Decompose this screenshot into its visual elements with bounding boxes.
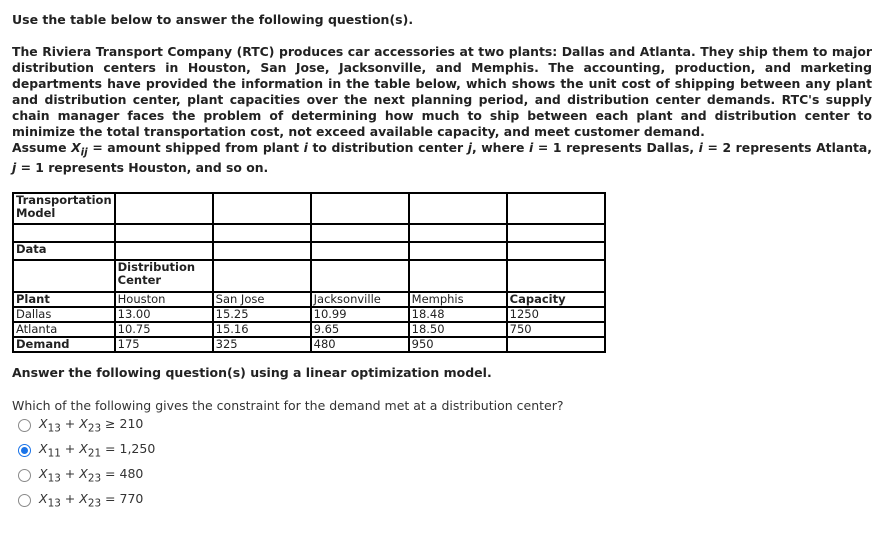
option-expression: $X_{13} + X_{23} = 770$	[39, 491, 144, 510]
column-header: Jacksonville	[311, 292, 409, 307]
answer-options	[18, 413, 155, 513]
problem-paragraph	[12, 44, 872, 140]
assume-text-2: to distribution center	[307, 140, 468, 155]
cost-cell: 10.99	[311, 307, 409, 322]
table-data-row	[13, 242, 605, 260]
assume-i-1: i	[303, 140, 308, 155]
plant-name: Dallas	[13, 307, 115, 322]
answer-option-4[interactable]	[18, 488, 155, 513]
option-expression: $X_{11} + X_{21} = 1,250$	[39, 441, 156, 460]
model-instruction: Answer the following question(s) using a linear optimization model.	[12, 365, 492, 380]
cost-cell: 15.16	[213, 322, 311, 337]
table-title: Transportation Model	[13, 193, 115, 224]
problem-text: The Riviera Transport Company (RTC) produces car accessories at two plants: Dallas and Atlanta. They ship them to major distribution centers in Houston, San Jose, Jacksonville, and Memphis. The accounting, production, and marketing departments have provided the information in the table below, which shows the unit cost of shipping between any plant and distribution center, plant capacities over the next planning period, and distribution center demands. RTC's supply chain manager faces the problem of determining how much to ship between each plant and distribution center to minimize the total transportation cost, not exceed available capacity, and meet customer demand.	[12, 44, 872, 139]
assume-text-6: = 1 represents Houston, and so on.	[16, 160, 269, 176]
table-dc-row	[13, 260, 605, 292]
radio-button-selected[interactable]	[18, 444, 31, 457]
option-expression: $X_{13} + X_{23} = 480$	[39, 466, 144, 485]
cost-cell: 18.48	[409, 307, 507, 322]
demand-cell: 325	[213, 337, 311, 352]
table-blank-row	[13, 224, 605, 242]
option-expression: $X_{13} + X_{23} \ge 210$	[39, 416, 144, 435]
assume-text-5: = 2 represents Atlanta,	[702, 140, 873, 155]
plant-name: Atlanta	[13, 322, 115, 337]
demand-label: Demand	[13, 337, 115, 352]
capacity-label: Capacity	[507, 292, 605, 307]
column-header: Houston	[115, 292, 213, 307]
answer-option-3[interactable]	[18, 463, 155, 488]
capacity-cell: 750	[507, 322, 605, 337]
column-header: Memphis	[409, 292, 507, 307]
radio-button[interactable]	[18, 419, 31, 432]
instruction-text: Use the table below to answer the following question(s).	[12, 12, 414, 27]
cost-cell: 13.00	[115, 307, 213, 322]
cost-cell: 10.75	[115, 322, 213, 337]
assume-var: X	[71, 140, 81, 155]
dc-label: Distribution Center	[115, 260, 213, 292]
table-title-row	[13, 193, 605, 224]
table-header-row	[13, 292, 605, 307]
assume-i-3: i	[698, 140, 703, 155]
demand-row	[13, 337, 605, 352]
assume-sub: ij	[80, 146, 88, 159]
cost-cell: 18.50	[409, 322, 507, 337]
assume-j-1: j	[467, 140, 472, 155]
radio-button[interactable]	[18, 469, 31, 482]
assume-text-3: , where	[471, 140, 530, 155]
demand-cell: 950	[409, 337, 507, 352]
table-row	[13, 307, 605, 322]
assume-text-4: = 1 represents Dallas,	[533, 140, 699, 155]
table-row	[13, 322, 605, 337]
plant-label: Plant	[13, 292, 115, 307]
cost-cell: 9.65	[311, 322, 409, 337]
demand-cell: 480	[311, 337, 409, 352]
data-label: Data	[13, 242, 115, 260]
question-text: Which of the following gives the constraint for the demand met at a distribution center?	[12, 398, 564, 413]
demand-cell: 175	[115, 337, 213, 352]
assumption-text	[12, 140, 872, 176]
cost-cell: 15.25	[213, 307, 311, 322]
answer-option-2[interactable]	[18, 438, 155, 463]
transportation-table	[12, 192, 606, 353]
radio-button[interactable]	[18, 494, 31, 507]
assume-prefix: Assume	[12, 140, 72, 155]
answer-option-1[interactable]	[18, 413, 155, 438]
assume-text-1: = amount shipped from plant	[87, 140, 304, 155]
assume-j-2: j	[12, 160, 17, 176]
column-header: San Jose	[213, 292, 311, 307]
capacity-cell: 1250	[507, 307, 605, 322]
assume-i-2: i	[529, 140, 534, 155]
